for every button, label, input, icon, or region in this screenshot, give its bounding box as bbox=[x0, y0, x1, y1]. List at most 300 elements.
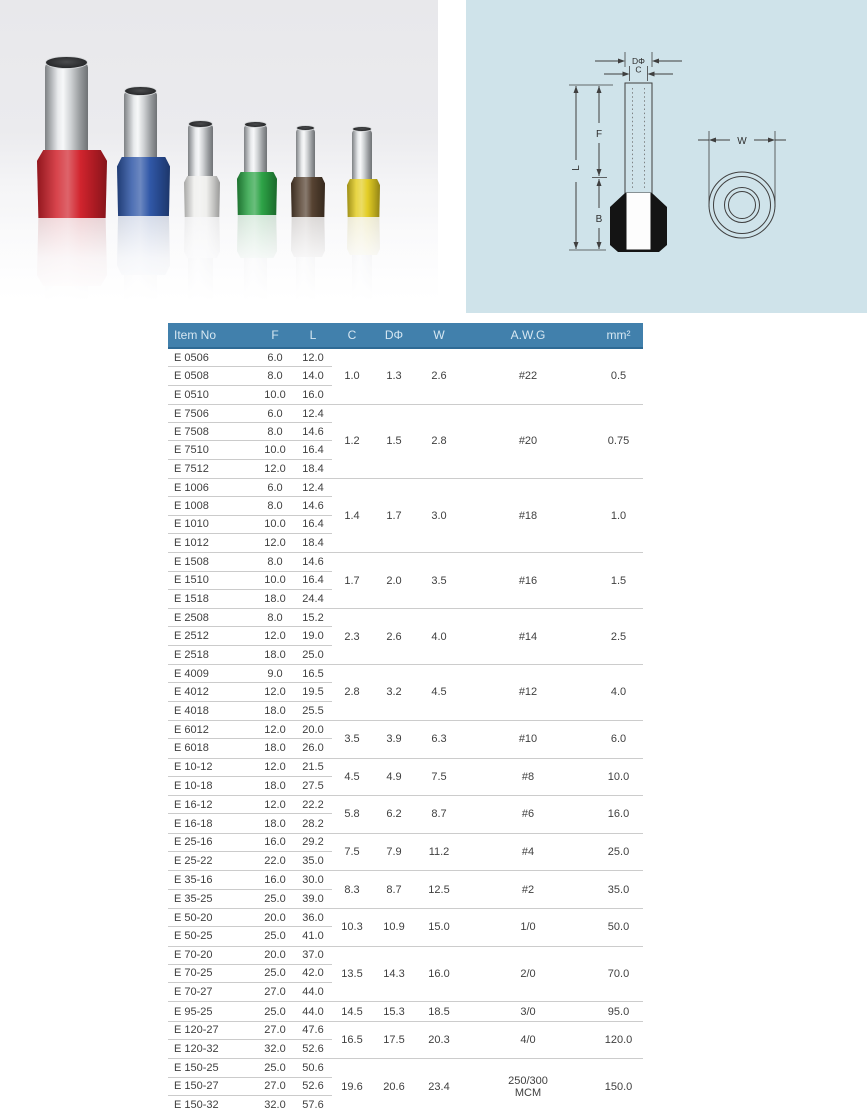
cell-mm2: 4.0 bbox=[610, 686, 627, 699]
ferrule-collar bbox=[237, 172, 277, 215]
cell-dphi: 15.3 bbox=[383, 1005, 405, 1018]
cell-item-no: E 0508 bbox=[174, 369, 209, 382]
ferrule-collar bbox=[237, 215, 277, 258]
tube-opening bbox=[352, 302, 372, 308]
cell-item-no: E 50-25 bbox=[174, 930, 213, 943]
cell-mm2: 1.5 bbox=[610, 574, 627, 587]
cell-f: 25.0 bbox=[264, 930, 286, 943]
ferrule-red bbox=[37, 58, 107, 218]
col-header-c: C bbox=[347, 328, 357, 342]
cell-mm2: 2.5 bbox=[610, 630, 627, 643]
cell-dphi: 2.0 bbox=[386, 574, 402, 587]
group-rows bbox=[168, 405, 332, 478]
cell-f: 18.0 bbox=[264, 593, 286, 605]
cell-l: 44.0 bbox=[302, 1005, 324, 1018]
cell-item-no: E 10-12 bbox=[174, 761, 213, 774]
table-row bbox=[168, 1078, 332, 1096]
dim-label-dphi: DΦ bbox=[632, 56, 645, 66]
cell-l: 14.0 bbox=[302, 369, 324, 382]
cell-l: 27.5 bbox=[302, 779, 324, 792]
table-row bbox=[168, 646, 332, 664]
cell-item-no: E 7510 bbox=[174, 444, 209, 457]
ferrule-white bbox=[184, 122, 220, 217]
table-row bbox=[168, 497, 332, 515]
cell-f: 16.0 bbox=[264, 836, 286, 849]
group-rows bbox=[168, 1022, 332, 1059]
ferrule-collar bbox=[347, 179, 380, 217]
cell-l: 12.0 bbox=[302, 351, 324, 364]
end-view-outline bbox=[709, 172, 775, 238]
cell-dphi: 14.3 bbox=[383, 967, 405, 980]
cell-c: 3.5 bbox=[344, 733, 360, 746]
table-row bbox=[168, 909, 332, 927]
cell-item-no: E 70-27 bbox=[174, 986, 213, 999]
cell-mm2: 25.0 bbox=[607, 846, 630, 859]
table-row bbox=[168, 927, 332, 945]
cell-l: 14.6 bbox=[302, 500, 324, 513]
cell-mm2: 6.0 bbox=[610, 733, 627, 746]
cell-c: 7.5 bbox=[344, 846, 360, 859]
cell-l: 36.0 bbox=[302, 911, 324, 924]
table-row bbox=[168, 702, 332, 720]
metal-tube bbox=[45, 58, 88, 153]
cell-awg: 1/0 bbox=[520, 921, 536, 934]
col-header-f: F bbox=[271, 328, 279, 342]
cell-item-no: E 1010 bbox=[174, 518, 209, 531]
tube-opening bbox=[352, 126, 372, 132]
ferrule-collar bbox=[291, 217, 325, 257]
cell-dphi: 17.5 bbox=[383, 1033, 405, 1046]
cell-w: 6.3 bbox=[431, 733, 447, 746]
ferrule-reflection bbox=[237, 215, 277, 307]
cell-f: 12.0 bbox=[264, 537, 286, 550]
cell-item-no: E 0510 bbox=[174, 388, 209, 401]
cell-c: 5.8 bbox=[344, 808, 360, 821]
cell-w: 3.5 bbox=[431, 574, 447, 587]
group-rows bbox=[168, 947, 332, 1002]
ferrule-collar bbox=[291, 177, 325, 217]
cell-f: 25.0 bbox=[264, 967, 286, 980]
cell-item-no: E 4018 bbox=[174, 704, 209, 717]
group-rows bbox=[168, 665, 332, 720]
cell-f: 10.0 bbox=[264, 444, 286, 457]
cell-awg: #14 bbox=[518, 630, 538, 643]
ferrule-reflection bbox=[37, 218, 107, 313]
cell-f: 22.0 bbox=[264, 855, 286, 868]
cell-l: 18.4 bbox=[302, 462, 324, 475]
cell-awg: #2 bbox=[521, 883, 535, 896]
cell-l: 14.6 bbox=[302, 555, 324, 568]
cell-l: 25.0 bbox=[302, 648, 324, 661]
ferrule-collar bbox=[184, 176, 220, 217]
cell-item-no: E 120-27 bbox=[174, 1024, 219, 1037]
cell-w: 11.2 bbox=[428, 846, 450, 859]
table-row bbox=[168, 739, 332, 757]
cell-c: 19.6 bbox=[341, 1080, 363, 1093]
cell-mm2: 150.0 bbox=[604, 1080, 633, 1093]
table-row bbox=[168, 460, 332, 478]
cell-awg: #4 bbox=[521, 846, 535, 859]
cell-l: 12.4 bbox=[302, 481, 324, 494]
cell-c: 16.5 bbox=[341, 1033, 363, 1046]
ferrule-reflection bbox=[291, 217, 325, 307]
cell-item-no: E 35-25 bbox=[174, 892, 213, 905]
cell-awg: #6 bbox=[521, 808, 535, 821]
cell-f: 8.0 bbox=[267, 369, 283, 382]
table-row bbox=[168, 871, 332, 889]
tube-opening bbox=[188, 306, 213, 313]
ferrule-reflection bbox=[184, 217, 220, 312]
cell-c: 1.4 bbox=[344, 509, 360, 522]
cell-w: 16.0 bbox=[428, 967, 450, 980]
cell-f: 6.0 bbox=[267, 407, 283, 420]
col-header-l: L bbox=[309, 328, 317, 342]
group-rows bbox=[168, 834, 332, 871]
cell-f: 12.0 bbox=[264, 462, 286, 475]
cell-l: 19.5 bbox=[302, 685, 324, 698]
ferrule-collar bbox=[347, 217, 380, 255]
cell-f: 8.0 bbox=[267, 611, 283, 624]
cell-l: 18.4 bbox=[302, 537, 324, 550]
spec-table-body bbox=[168, 349, 643, 1112]
cell-w: 2.8 bbox=[431, 435, 447, 448]
cell-c: 4.5 bbox=[344, 770, 360, 783]
table-row bbox=[168, 721, 332, 739]
cell-w: 20.3 bbox=[428, 1033, 450, 1046]
table-row bbox=[168, 983, 332, 1001]
cell-c: 2.3 bbox=[344, 630, 360, 643]
cell-l: 42.0 bbox=[302, 967, 324, 980]
cell-f: 12.0 bbox=[264, 761, 286, 774]
cell-f: 12.0 bbox=[264, 798, 286, 811]
cell-f: 20.0 bbox=[264, 949, 286, 962]
cell-l: 52.6 bbox=[302, 1043, 324, 1056]
cell-item-no: E 1508 bbox=[174, 555, 209, 568]
cell-c: 8.3 bbox=[344, 883, 360, 896]
cell-mm2: 120.0 bbox=[604, 1033, 633, 1046]
table-row bbox=[168, 553, 332, 571]
cell-f: 27.0 bbox=[264, 1080, 286, 1093]
product-photo bbox=[0, 0, 438, 313]
cell-l: 25.5 bbox=[302, 704, 324, 717]
cell-l: 29.2 bbox=[302, 836, 324, 849]
cell-item-no: E 35-16 bbox=[174, 873, 213, 886]
cell-item-no: E 25-16 bbox=[174, 836, 213, 849]
dimension-diagram-panel bbox=[466, 0, 867, 313]
tube-opening bbox=[296, 125, 315, 131]
table-row bbox=[168, 534, 332, 552]
cell-w: 4.0 bbox=[431, 630, 447, 643]
cell-l: 16.4 bbox=[302, 444, 324, 457]
cell-f: 25.0 bbox=[264, 892, 286, 905]
cell-item-no: E 7508 bbox=[174, 425, 209, 438]
col-header-mm2: mm² bbox=[606, 328, 631, 342]
cell-c: 2.8 bbox=[344, 686, 360, 699]
cell-w: 18.5 bbox=[428, 1005, 450, 1018]
table-row bbox=[168, 683, 332, 701]
metal-tube bbox=[352, 128, 372, 182]
tube-opening bbox=[188, 120, 213, 128]
spec-group bbox=[168, 479, 643, 553]
metal-tube bbox=[352, 252, 372, 306]
cell-item-no: E 4009 bbox=[174, 667, 209, 680]
cell-l: 50.6 bbox=[302, 1061, 324, 1074]
spec-group bbox=[168, 909, 643, 947]
cell-f: 32.0 bbox=[264, 1043, 286, 1056]
cell-item-no: E 150-27 bbox=[174, 1080, 219, 1093]
cell-dphi: 1.7 bbox=[386, 509, 402, 522]
cell-item-no: E 1006 bbox=[174, 481, 209, 494]
cell-awg: #16 bbox=[518, 574, 538, 587]
ferrule-yellow bbox=[347, 128, 380, 217]
spec-group bbox=[168, 1002, 643, 1021]
metal-tube bbox=[45, 283, 88, 313]
cell-c: 1.0 bbox=[344, 370, 360, 383]
cell-item-no: E 2508 bbox=[174, 611, 209, 624]
cell-mm2: 35.0 bbox=[607, 883, 630, 896]
cell-awg: 2/0 bbox=[520, 967, 536, 980]
metal-tube bbox=[188, 255, 213, 312]
table-row bbox=[168, 590, 332, 608]
cell-awg: #22 bbox=[518, 370, 538, 383]
table-row bbox=[168, 1059, 332, 1077]
spec-group bbox=[168, 721, 643, 759]
cell-c: 13.5 bbox=[341, 967, 363, 980]
dim-label-f: F bbox=[595, 129, 603, 140]
cell-mm2: 10.0 bbox=[607, 770, 630, 783]
spec-table-header bbox=[168, 323, 643, 349]
table-row bbox=[168, 814, 332, 832]
tube-opening bbox=[296, 303, 315, 309]
spec-group bbox=[168, 1059, 643, 1112]
spec-group bbox=[168, 1022, 643, 1060]
cell-f: 12.0 bbox=[264, 723, 286, 736]
cell-f: 6.0 bbox=[267, 481, 283, 494]
cell-c: 1.2 bbox=[344, 435, 360, 448]
cell-l: 21.5 bbox=[302, 761, 324, 774]
cell-w: 4.5 bbox=[431, 686, 447, 699]
table-row bbox=[168, 627, 332, 645]
cell-item-no: E 95-25 bbox=[174, 1005, 213, 1018]
group-rows bbox=[168, 609, 332, 664]
ferrule-reflection bbox=[117, 216, 170, 313]
cell-awg: #20 bbox=[518, 435, 538, 448]
ferrule-collar bbox=[117, 157, 170, 216]
cell-dphi: 3.2 bbox=[386, 686, 402, 699]
table-row bbox=[168, 1022, 332, 1040]
cell-dphi: 3.9 bbox=[386, 733, 402, 746]
cell-awg: 3/0 bbox=[520, 1005, 536, 1018]
spec-group bbox=[168, 349, 643, 405]
cell-awg: 4/0 bbox=[520, 1033, 536, 1046]
cell-item-no: E 1518 bbox=[174, 593, 209, 605]
metal-tube bbox=[188, 122, 213, 179]
cell-f: 27.0 bbox=[264, 1024, 286, 1037]
cell-l: 28.2 bbox=[302, 817, 324, 830]
table-row bbox=[168, 349, 332, 367]
spec-group bbox=[168, 796, 643, 834]
group-rows bbox=[168, 796, 332, 833]
cell-l: 15.2 bbox=[302, 611, 324, 624]
cell-item-no: E 1510 bbox=[174, 574, 209, 587]
cell-l: 52.6 bbox=[302, 1080, 324, 1093]
table-row bbox=[168, 1002, 332, 1020]
cell-l: 44.0 bbox=[302, 986, 324, 999]
cell-c: 10.3 bbox=[341, 921, 363, 934]
cell-mm2: 0.5 bbox=[610, 370, 627, 383]
cell-f: 18.0 bbox=[264, 704, 286, 717]
group-rows bbox=[168, 553, 332, 608]
cell-l: 19.0 bbox=[302, 630, 324, 643]
table-row bbox=[168, 947, 332, 965]
cell-f: 18.0 bbox=[264, 742, 286, 755]
cell-f: 6.0 bbox=[267, 351, 283, 364]
cell-l: 20.0 bbox=[302, 723, 324, 736]
table-row bbox=[168, 423, 332, 441]
col-header-dphi: DΦ bbox=[384, 328, 404, 342]
cell-item-no: E 50-20 bbox=[174, 911, 213, 924]
group-rows bbox=[168, 721, 332, 758]
cell-item-no: E 70-20 bbox=[174, 949, 213, 962]
metal-tube bbox=[244, 255, 267, 307]
group-rows bbox=[168, 349, 332, 404]
cell-l: 37.0 bbox=[302, 949, 324, 962]
cell-f: 20.0 bbox=[264, 911, 286, 924]
spec-table bbox=[168, 323, 643, 1112]
metal-tube bbox=[124, 272, 157, 313]
cell-awg: #8 bbox=[521, 770, 535, 783]
group-rows bbox=[168, 1059, 332, 1112]
cell-mm2: 50.0 bbox=[607, 921, 630, 934]
cell-item-no: E 70-25 bbox=[174, 967, 213, 980]
cell-item-no: E 16-18 bbox=[174, 817, 213, 830]
cell-w: 7.5 bbox=[431, 770, 447, 783]
cell-l: 26.0 bbox=[302, 742, 324, 755]
ferrule-brown bbox=[291, 127, 325, 217]
dim-label-w: W bbox=[737, 136, 747, 147]
table-row bbox=[168, 796, 332, 814]
cell-dphi: 6.2 bbox=[386, 808, 402, 821]
cell-l: 22.2 bbox=[302, 798, 324, 811]
cell-c: 14.5 bbox=[341, 1005, 363, 1018]
group-rows bbox=[168, 479, 332, 552]
metal-tube bbox=[296, 127, 315, 180]
metal-tube bbox=[124, 88, 157, 160]
table-row bbox=[168, 890, 332, 908]
ferrule-collar bbox=[117, 216, 170, 275]
cell-l: 57.6 bbox=[302, 1099, 324, 1112]
group-rows bbox=[168, 759, 332, 796]
cell-item-no: E 6018 bbox=[174, 742, 209, 755]
spec-group bbox=[168, 665, 643, 721]
ferrule-reflection bbox=[347, 217, 380, 306]
spec-group bbox=[168, 834, 643, 872]
cell-f: 18.0 bbox=[264, 817, 286, 830]
table-row bbox=[168, 759, 332, 777]
cell-f: 18.0 bbox=[264, 779, 286, 792]
dim-label-l: L bbox=[571, 165, 582, 171]
col-header-awg: A.W.G bbox=[510, 328, 546, 342]
cell-f: 10.0 bbox=[264, 518, 286, 531]
cell-item-no: E 7506 bbox=[174, 407, 209, 420]
table-row bbox=[168, 386, 332, 404]
ferrule-collar bbox=[184, 217, 220, 258]
cell-item-no: E 16-12 bbox=[174, 798, 213, 811]
ferrule-collar bbox=[37, 218, 107, 286]
dim-label-c: C bbox=[635, 64, 642, 75]
cell-mm2: 0.75 bbox=[607, 435, 630, 448]
spec-group bbox=[168, 947, 643, 1003]
tube-opening bbox=[244, 302, 267, 309]
cell-item-no: E 120-32 bbox=[174, 1043, 219, 1056]
cell-item-no: E 150-25 bbox=[174, 1061, 219, 1074]
cell-dphi: 4.9 bbox=[386, 770, 402, 783]
cell-f: 25.0 bbox=[264, 1005, 286, 1018]
cell-awg: #10 bbox=[518, 733, 538, 746]
cell-f: 18.0 bbox=[264, 648, 286, 661]
cell-l: 35.0 bbox=[302, 855, 324, 868]
cell-awg: #12 bbox=[518, 686, 538, 699]
table-row bbox=[168, 1096, 332, 1112]
cell-w: 8.7 bbox=[431, 808, 447, 821]
table-row bbox=[168, 665, 332, 683]
group-rows bbox=[168, 909, 332, 946]
cell-dphi: 1.3 bbox=[386, 370, 402, 383]
cell-l: 30.0 bbox=[302, 873, 324, 886]
table-row bbox=[168, 1040, 332, 1058]
ferrule-dimension-diagram bbox=[466, 0, 867, 313]
table-row bbox=[168, 367, 332, 385]
cell-item-no: E 10-18 bbox=[174, 779, 213, 792]
cell-w: 23.4 bbox=[428, 1080, 450, 1093]
cell-l: 47.6 bbox=[302, 1024, 324, 1037]
cell-dphi: 2.6 bbox=[386, 630, 402, 643]
cell-l: 12.4 bbox=[302, 407, 324, 420]
table-row bbox=[168, 405, 332, 423]
cell-w: 12.5 bbox=[428, 883, 450, 896]
cell-item-no: E 7512 bbox=[174, 462, 209, 475]
cell-awg: 250/300 MCM bbox=[508, 1074, 548, 1099]
cell-f: 9.0 bbox=[267, 667, 283, 680]
cell-f: 12.0 bbox=[264, 630, 286, 643]
cell-item-no: E 2512 bbox=[174, 630, 209, 643]
cell-f: 8.0 bbox=[267, 500, 283, 513]
cell-l: 16.4 bbox=[302, 518, 324, 531]
cell-f: 8.0 bbox=[267, 425, 283, 438]
ferrule-collar bbox=[37, 150, 107, 218]
cell-dphi: 1.5 bbox=[386, 435, 402, 448]
cell-f: 25.0 bbox=[264, 1061, 286, 1074]
cell-item-no: E 1008 bbox=[174, 500, 209, 513]
cell-l: 16.4 bbox=[302, 574, 324, 587]
spec-group bbox=[168, 871, 643, 909]
spec-group bbox=[168, 553, 643, 609]
cell-l: 14.6 bbox=[302, 425, 324, 438]
spec-group bbox=[168, 405, 643, 479]
cell-item-no: E 1012 bbox=[174, 537, 209, 550]
barrel-outline bbox=[625, 83, 652, 193]
cell-l: 16.0 bbox=[302, 388, 324, 401]
group-rows bbox=[168, 871, 332, 908]
col-header-w: W bbox=[433, 328, 445, 342]
table-row bbox=[168, 852, 332, 870]
cell-l: 41.0 bbox=[302, 930, 324, 943]
metal-tube bbox=[244, 123, 267, 175]
cell-item-no: E 2518 bbox=[174, 648, 209, 661]
tube-opening bbox=[124, 86, 157, 96]
cell-f: 10.0 bbox=[264, 574, 286, 587]
ferrule-green bbox=[237, 123, 277, 215]
